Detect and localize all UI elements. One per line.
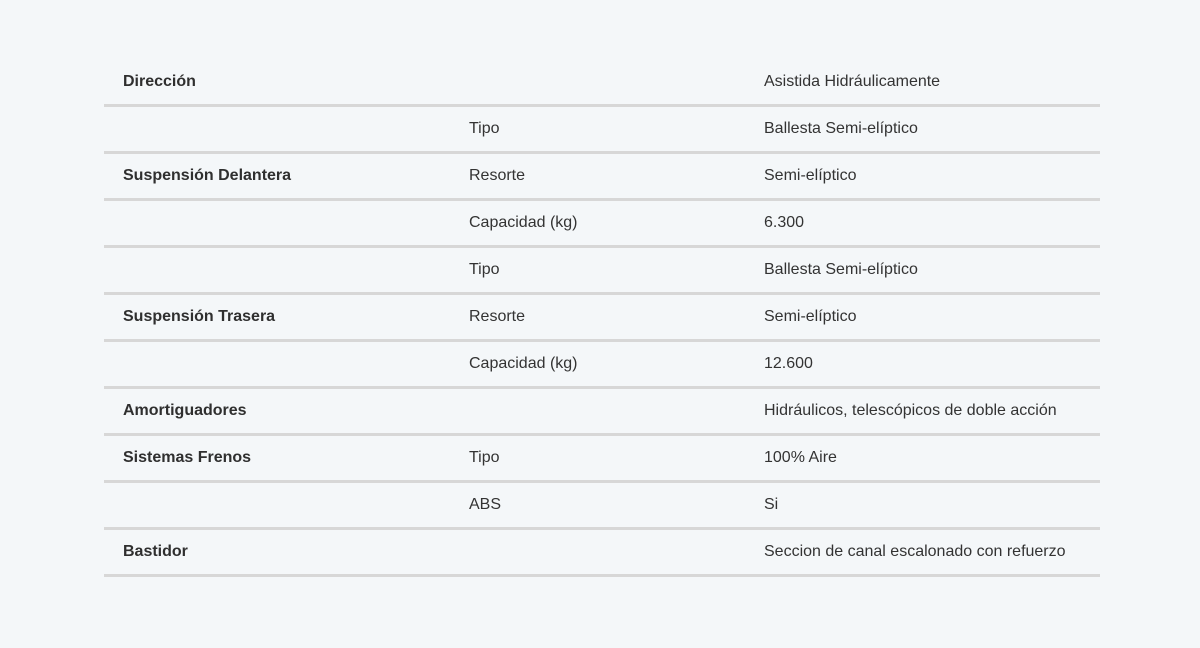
row-category: [104, 482, 469, 529]
row-category: Amortiguadores: [104, 388, 469, 435]
row-attribute: Tipo: [469, 247, 763, 294]
row-attribute: Tipo: [469, 106, 763, 153]
row-value: Semi-elíptico: [763, 294, 1100, 341]
row-value: Ballesta Semi-elíptico: [763, 247, 1100, 294]
table-row: [104, 482, 1100, 529]
row-category: Bastidor: [104, 529, 469, 576]
spec-table-body: [104, 60, 1100, 576]
row-category: [104, 247, 469, 294]
row-category: [104, 341, 469, 388]
table-row: [104, 60, 1100, 106]
table-row: [104, 247, 1100, 294]
row-attribute: Resorte: [469, 294, 763, 341]
row-attribute: [469, 388, 763, 435]
table-row: [104, 294, 1100, 341]
row-value: Hidráulicos, telescópicos de doble acción: [763, 388, 1100, 435]
row-value: Asistida Hidráulicamente: [763, 60, 1100, 106]
row-attribute: Tipo: [469, 435, 763, 482]
row-attribute: Capacidad (kg): [469, 200, 763, 247]
table-row: [104, 529, 1100, 576]
row-attribute: Capacidad (kg): [469, 341, 763, 388]
row-category: Sistemas Frenos: [104, 435, 469, 482]
row-attribute: [469, 529, 763, 576]
row-category: Suspensión Trasera: [104, 294, 469, 341]
row-category: Dirección: [104, 60, 469, 106]
row-value: 100% Aire: [763, 435, 1100, 482]
row-value: Ballesta Semi-elíptico: [763, 106, 1100, 153]
row-attribute: [469, 60, 763, 106]
row-value: Seccion de canal escalonado con refuerzo: [763, 529, 1100, 576]
table-row: [104, 341, 1100, 388]
spec-table: [104, 60, 1100, 577]
table-row: [104, 200, 1100, 247]
row-attribute: Resorte: [469, 153, 763, 200]
row-value: 12.600: [763, 341, 1100, 388]
table-row: [104, 388, 1100, 435]
table-row: [104, 435, 1100, 482]
table-row: [104, 153, 1100, 200]
row-category: Suspensión Delantera: [104, 153, 469, 200]
table-row: [104, 106, 1100, 153]
row-value: Si: [763, 482, 1100, 529]
row-attribute: ABS: [469, 482, 763, 529]
row-category: [104, 200, 469, 247]
row-value: 6.300: [763, 200, 1100, 247]
row-category: [104, 106, 469, 153]
row-value: Semi-elíptico: [763, 153, 1100, 200]
